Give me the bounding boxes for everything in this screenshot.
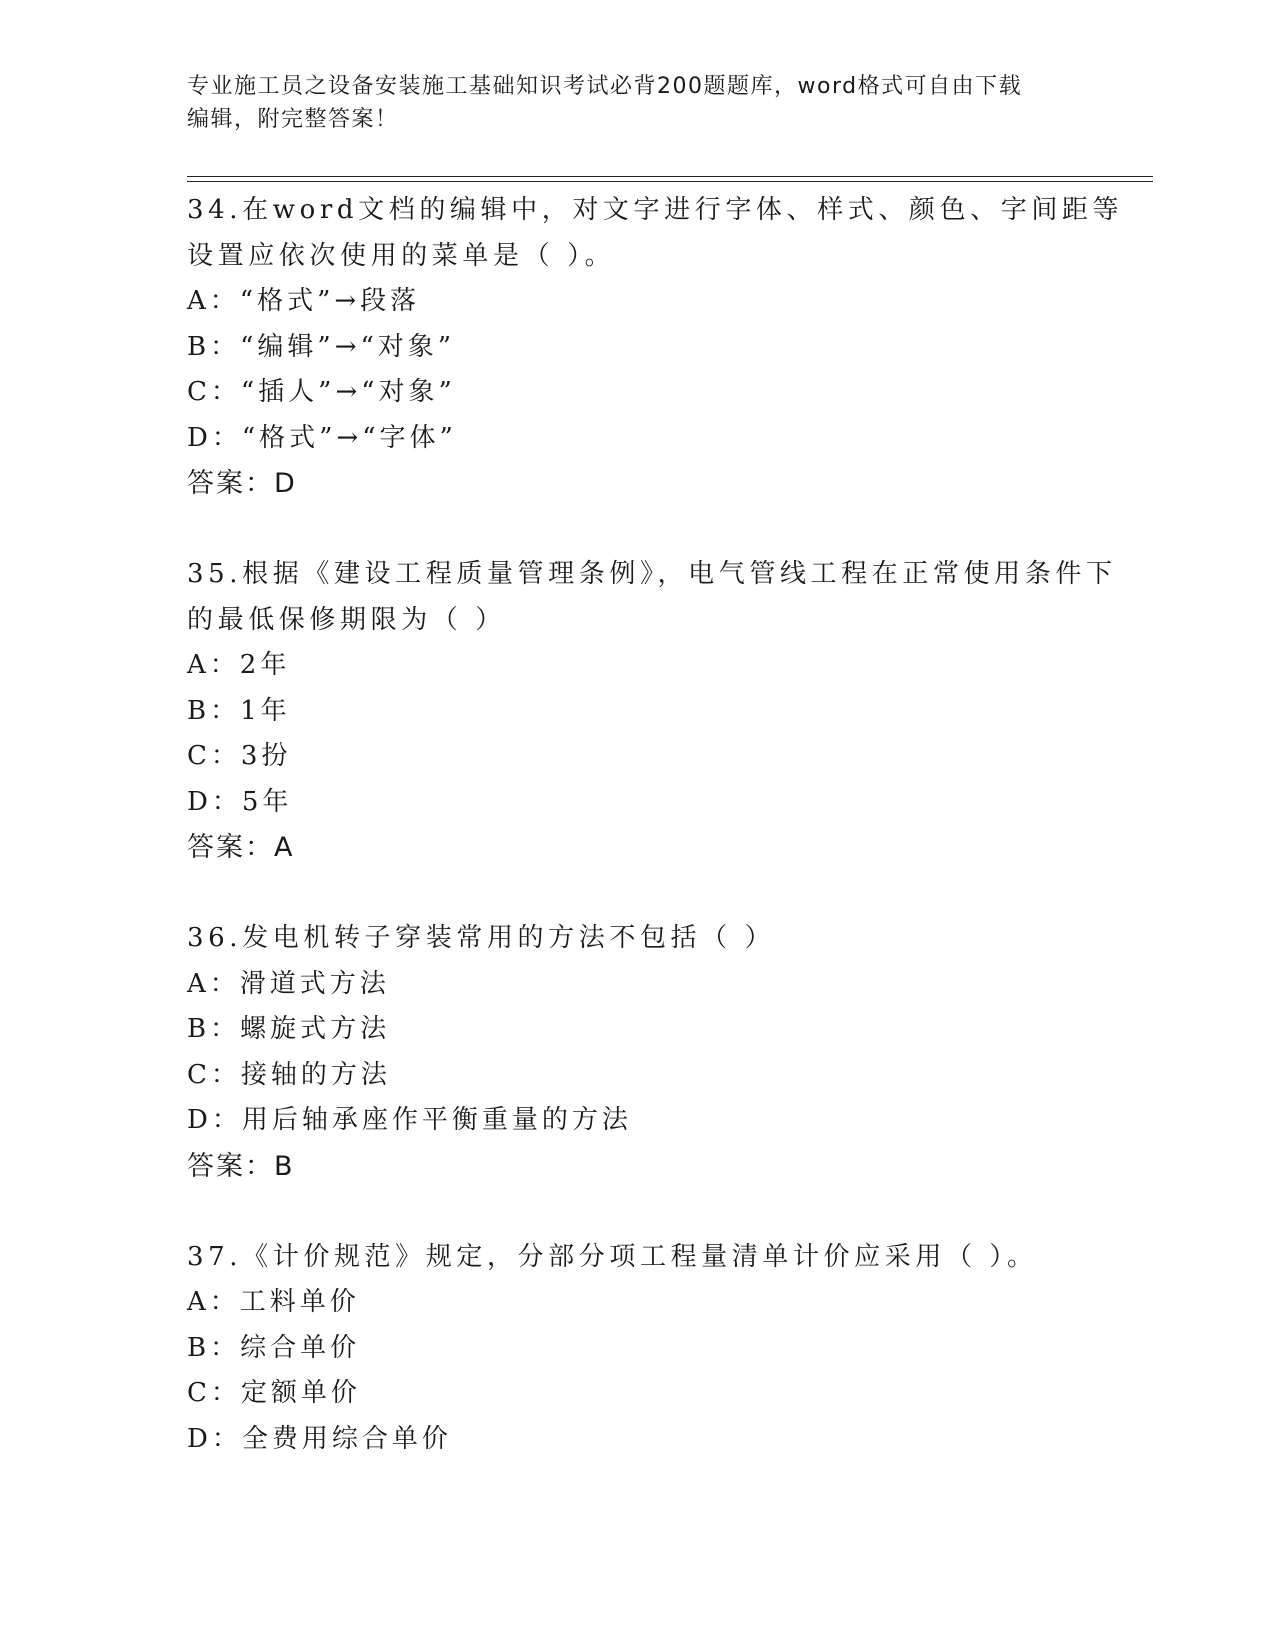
option-b: B：综合单价 <box>187 1332 361 1363</box>
question-34 <box>187 188 1124 507</box>
spacer <box>187 1189 1087 1235</box>
question-stem: 34.在word文档的编辑中，对文字进行字体、样式、颜色、字间距等 <box>187 195 1124 225</box>
option-c: C：“插人”→“对象” <box>187 377 456 407</box>
question-stem: 设置应依次使用的菜单是（ ）。 <box>187 240 616 271</box>
option-a: A：“格式”→段落 <box>187 286 421 316</box>
document-header <box>187 70 1067 136</box>
question-stem: 的最低保修期限为（ ） <box>187 604 506 635</box>
header-line-2: 编辑，附完整答案！ <box>187 107 399 132</box>
question-37 <box>187 1235 1087 1463</box>
option-b: B：1年 <box>187 695 291 726</box>
spacer <box>187 871 1087 917</box>
option-a: A：滑道式方法 <box>187 968 390 999</box>
header-line-1: 专业施工员之设备安装施工基础知识考试必背200题题库，word格式可自由下载 <box>187 74 1023 99</box>
header-divider-top <box>187 176 1153 177</box>
option-c: C：定额单价 <box>187 1378 361 1408</box>
option-d: D：“格式”→“字体” <box>187 422 457 453</box>
option-c: C：3扮 <box>187 741 292 771</box>
spacer <box>187 507 1087 553</box>
option-d: D：5年 <box>187 786 293 817</box>
question-stem: 35.根据《建设工程质量管理条例》，电气管线工程在正常使用条件下 <box>187 559 1117 589</box>
question-stem: 37.《计价规范》规定，分部分项工程量清单计价应采用（ ）。 <box>187 1241 1038 1272</box>
option-b: B：螺旋式方法 <box>187 1014 391 1044</box>
header-divider-bottom <box>187 181 1153 182</box>
answer: 答案：B <box>187 1150 295 1182</box>
answer: 答案：D <box>187 468 297 499</box>
option-d: D：全费用综合单价 <box>187 1423 452 1454</box>
option-a: A：2年 <box>187 650 291 680</box>
question-list <box>187 188 1124 1462</box>
option-d: D：用后轴承座作平衡重量的方法 <box>187 1105 632 1135</box>
answer: 答案：A <box>187 832 295 863</box>
question-36 <box>187 916 1087 1189</box>
question-35 <box>187 552 1117 871</box>
option-a: A：工料单价 <box>187 1287 360 1317</box>
option-b: B：“编辑”→“对象” <box>187 331 456 362</box>
question-stem: 36.发电机转子穿装常用的方法不包括（ ） <box>187 923 776 953</box>
option-c: C：接轴的方法 <box>187 1059 391 1090</box>
